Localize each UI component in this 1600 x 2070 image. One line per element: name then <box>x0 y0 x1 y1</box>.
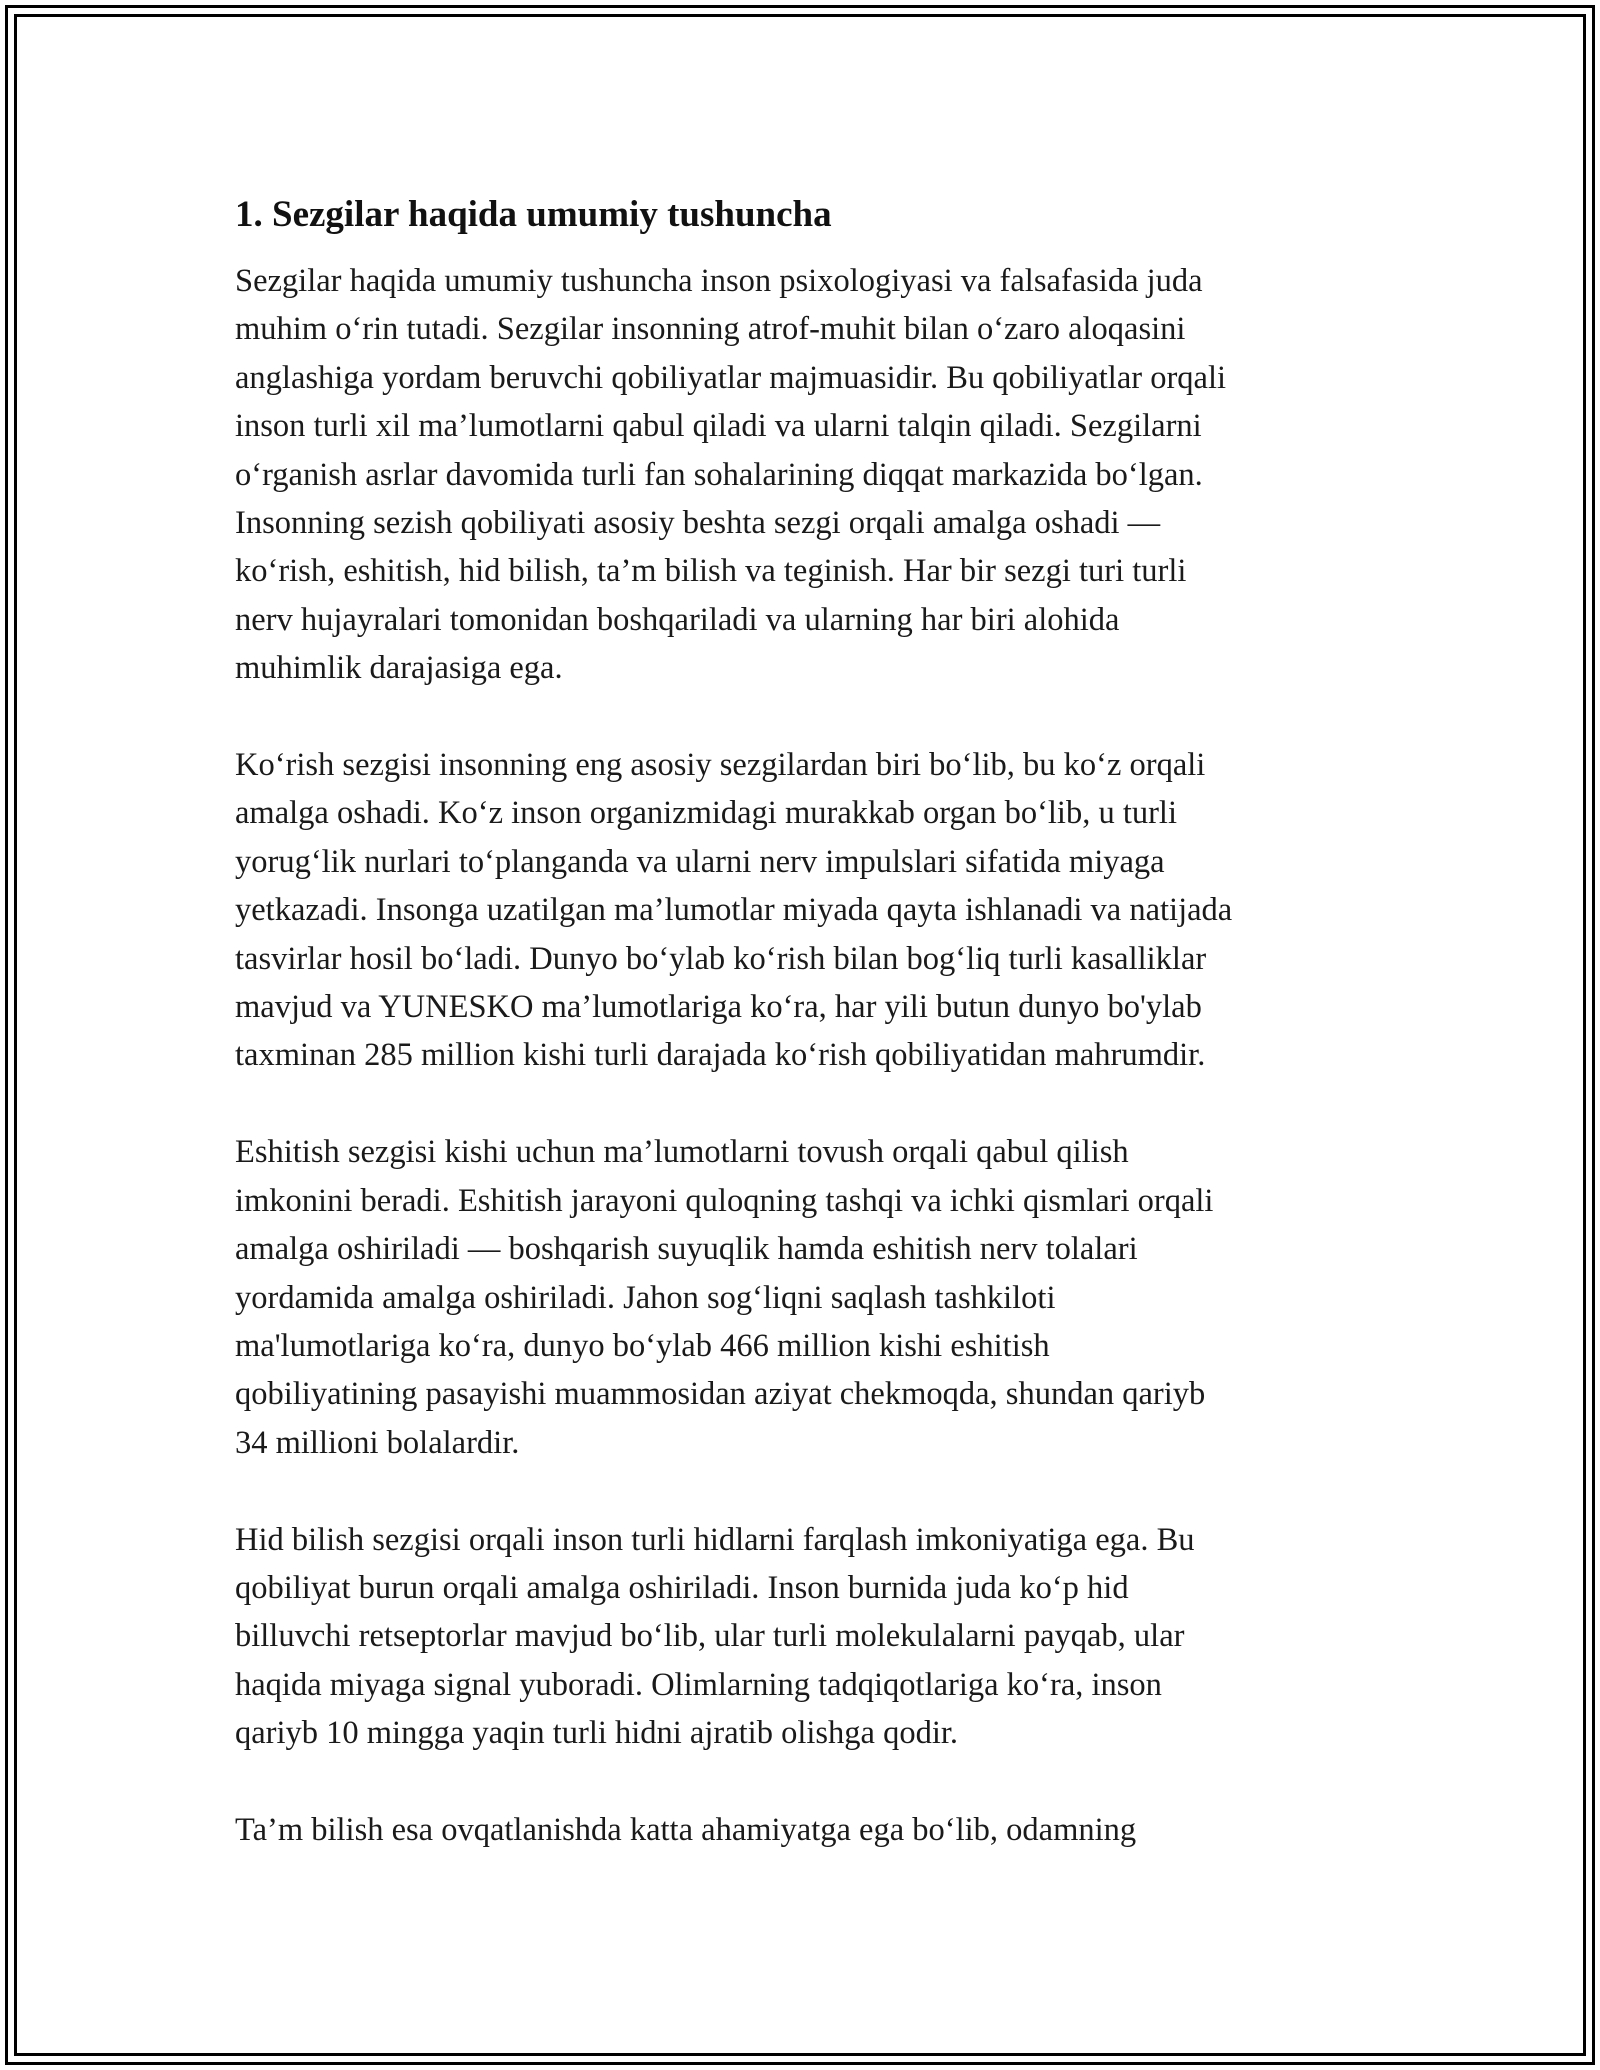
text-line: Hid bilish sezgisi orqali inson turli hidlarni farqlash imkoniyatiga ega. Bu <box>235 1521 1195 1558</box>
text-line: yordamida amalga oshiriladi. Jahon sog‘liqni saqlash tashkiloti <box>235 1279 1056 1316</box>
text-line: Sezgilar haqida umumiy tushuncha inson psixologiyasi va falsafasida juda <box>235 263 1203 299</box>
text-line: tasvirlar hosil bo‘ladi. Dunyo bo‘ylab ko‘rish bilan bog‘liq turli kasalliklar <box>235 940 1207 977</box>
text-line: anglashiga yordam beruvchi qobiliyatlar majmuasidir. Bu qobiliyatlar orqali <box>235 359 1227 396</box>
text-line: haqida miyaga signal yuboradi. Olimlarning tadqiqotlariga ko‘ra, inson <box>235 1666 1162 1703</box>
document-body <box>235 185 1375 1903</box>
text-line: imkonini beradi. Eshitish jarayoni quloqning tashqi va ichki qismlari orqali <box>235 1182 1214 1219</box>
paragraph-hearing <box>235 1128 1375 1467</box>
text-line: taxminan 285 million kishi turli darajada ko‘rish qobiliyatidan mahrumdir. <box>235 1037 1206 1074</box>
text-line: nerv hujayralari tomonidan boshqariladi va ularning har biri alohida <box>235 601 1120 638</box>
text-line: qariyb 10 mingga yaqin turli hidni ajratib olishga qodir. <box>235 1715 959 1752</box>
text-line: amalga oshiriladi — boshqarish suyuqlik hamda eshitish nerv tolalari <box>235 1231 1138 1268</box>
text-line: Eshitish sezgisi kishi uchun ma’lumotlarni tovush orqali qabul qilish <box>235 1134 1129 1171</box>
text-line: yorug‘lik nurlari to‘planganda va ularni nerv impulslari sifatida miyaga <box>235 843 1165 880</box>
text-line: o‘rganish asrlar davomida turli fan sohalarining diqqat markazida bo‘lgan. <box>235 456 1203 493</box>
text-line: ko‘rish, eshitish, hid bilish, ta’m bilish va teginish. Har bir sezgi turi turli <box>235 553 1187 590</box>
text-line: Insonning sezish qobiliyati asosiy beshta sezgi orqali amalga oshadi — <box>235 505 1161 542</box>
text-line: muhimlik darajasiga ega. <box>235 650 563 687</box>
paragraph-taste <box>235 1806 1375 1854</box>
text-line: Ta’m bilish esa ovqatlanishda katta ahamiyatga ega bo‘lib, odamning <box>235 1811 1137 1848</box>
paragraph-overview <box>235 257 1375 693</box>
paragraph-vision <box>235 741 1375 1080</box>
text-line: qobiliyatining pasayishi muammosidan aziyat chekmoqda, shundan qariyb <box>235 1376 1206 1413</box>
text-line: mavjud va YUNESKO ma’lumotlariga ko‘ra, har yili butun dunyo bo'ylab <box>235 989 1202 1026</box>
paragraph-smell <box>235 1516 1375 1758</box>
text-line: muhim o‘rin tutadi. Sezgilar insonning atrof-muhit bilan o‘zaro aloqasini <box>235 311 1186 348</box>
text-line: inson turli xil ma’lumotlarni qabul qiladi va ularni talqin qiladi. Sezgilarni <box>235 408 1202 445</box>
text-line: qobiliyat burun orqali amalga oshiriladi. Inson burnida juda ko‘p hid <box>235 1569 1129 1606</box>
text-line: Ko‘rish sezgisi insonning eng asosiy sezgilardan biri bo‘lib, bu ko‘z orqali <box>235 747 1206 784</box>
text-line: yetkazadi. Insonga uzatilgan ma’lumotlar miyada qayta ishlanadi va natijada <box>235 892 1233 929</box>
text-line: ma'lumotlariga ko‘ra, dunyo bo‘ylab 466 million kishi eshitish <box>235 1327 1050 1364</box>
text-line: billuvchi retseptorlar mavjud bo‘lib, ular turli molekulalarni payqab, ular <box>235 1618 1185 1655</box>
text-line: 34 millioni bolalardir. <box>235 1424 520 1461</box>
text-line: amalga oshadi. Ko‘z inson organizmidagi murakkab organ bo‘lib, u turli <box>235 795 1177 832</box>
section-heading: 1. Sezgilar haqida umumiy tushuncha <box>235 194 832 235</box>
